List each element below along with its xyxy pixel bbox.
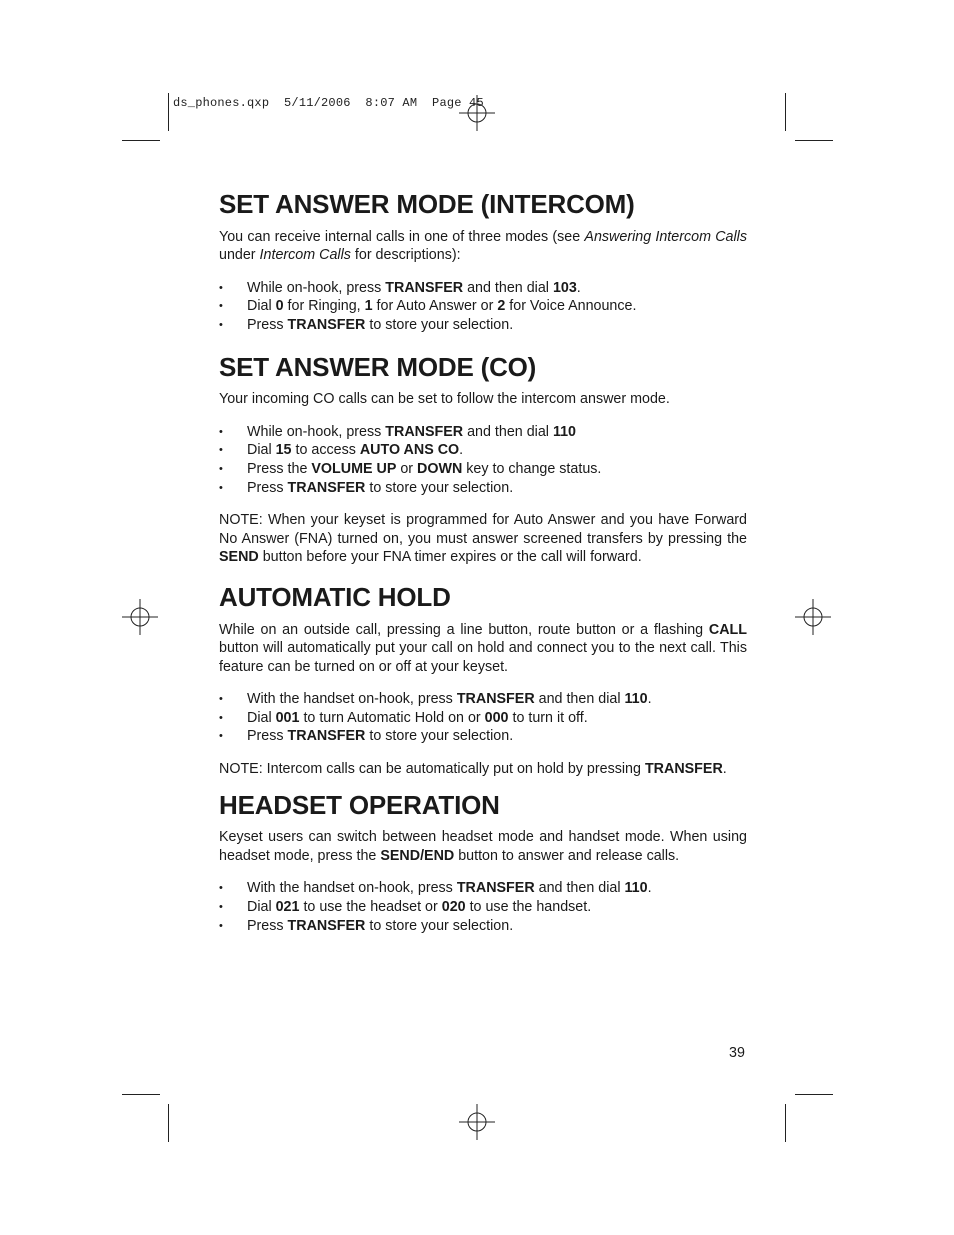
text-run: . (647, 691, 652, 708)
bullet-icon: • (219, 444, 223, 457)
page-content (219, 190, 747, 935)
bold-text: CALL (708, 621, 747, 638)
text-run: With the handset on-hook, press (247, 691, 457, 708)
text-run: key to change status. (462, 460, 602, 477)
list-item-text (247, 461, 601, 477)
list-item (219, 423, 747, 442)
text-run: and then dial (534, 691, 625, 708)
bullet-list (219, 879, 747, 935)
bold-text: SEND (219, 549, 259, 566)
text-run: Press (247, 479, 288, 496)
bold-text: 103 (552, 279, 577, 296)
bold-text: TRANSFER (287, 479, 366, 496)
list-item (219, 917, 747, 936)
bold-text: TRANSFER (287, 728, 366, 745)
bold-text: VOLUME UP (311, 460, 397, 477)
bold-text: AUTO ANS CO (359, 442, 460, 459)
list-item-text (247, 480, 513, 496)
text-run: Dial (247, 709, 276, 726)
section-intercom-answer-mode (219, 190, 747, 335)
list-item-text (247, 298, 636, 314)
list-item (219, 279, 747, 298)
registration-mark-bottom (459, 1104, 495, 1140)
text-run: . (647, 880, 652, 897)
note (219, 511, 747, 567)
text-run: and then dial (463, 423, 553, 440)
text-run: NOTE: Intercom calls can be automatically put on hold by pressing (219, 761, 645, 778)
text-run: for Auto Answer or (372, 298, 498, 315)
printer-slug: ds_phones.qxp 5/11/2006 8:07 AM Page 45 (173, 96, 484, 110)
bullet-icon: • (219, 693, 223, 706)
bullet-icon: • (219, 730, 223, 743)
text-run: for Voice Announce. (505, 298, 637, 315)
text-run: . (722, 761, 727, 778)
section-title: HEADSET OPERATION (219, 789, 500, 820)
bold-text: 0 (275, 298, 284, 315)
bold-text: DOWN (417, 460, 463, 477)
registration-mark-left (122, 599, 158, 635)
text-run: to store your selection. (365, 479, 514, 496)
list-item (219, 297, 747, 316)
text-run: to store your selection. (365, 728, 514, 745)
text-run: You can receive internal calls in one of three modes (see (219, 228, 585, 245)
text-run: . (459, 442, 464, 459)
section-title: SET ANSWER MODE (INTERCOM) (219, 189, 635, 219)
bullet-icon: • (219, 318, 223, 331)
text-run: Keyset users can switch between headset mode and handset mode. When using headset mode, press the (219, 829, 747, 864)
text-run: and then dial (534, 880, 625, 897)
bullet-list (219, 279, 747, 335)
bullet-list (219, 690, 747, 746)
list-item-text (247, 317, 513, 333)
text-run: Your incoming CO calls can be set to follow the intercom answer mode. (219, 391, 670, 408)
list-item (219, 709, 747, 728)
text-run: to turn it off. (508, 709, 588, 726)
list-item-text (247, 880, 652, 896)
section-intro (219, 621, 747, 677)
bullet-icon: • (219, 462, 223, 475)
bold-text: 110 (552, 423, 577, 440)
list-item-text (247, 710, 588, 726)
list-item (219, 690, 747, 709)
list-item-text (247, 424, 576, 440)
text-run: With the handset on-hook, press (247, 880, 457, 897)
bold-text: 1 (364, 298, 373, 315)
text-run: to store your selection. (365, 316, 514, 333)
text-run: While on-hook, press (247, 279, 386, 296)
list-item-text (247, 899, 591, 915)
list-item (219, 879, 747, 898)
section-title: AUTOMATIC HOLD (219, 581, 451, 612)
text-run: button before your FNA timer expires or the call will forward. (258, 549, 642, 566)
list-item (219, 898, 747, 917)
bold-text: TRANSFER (456, 691, 535, 708)
text-run: button will automatically put your call on hold and connect you to the next call. This feature can be turned on or off at your keyset. (219, 640, 747, 675)
bullet-icon: • (219, 281, 223, 294)
bold-text: 15 (275, 442, 292, 459)
text-run: for descriptions): (350, 247, 461, 264)
bullet-icon: • (219, 481, 223, 494)
bullet-icon: • (219, 882, 223, 895)
bullet-list (219, 423, 747, 497)
bullet-icon: • (219, 425, 223, 438)
text-run: and then dial (463, 279, 553, 296)
italic-text: Answering Intercom Calls (584, 228, 747, 245)
text-run: Dial (247, 899, 276, 916)
section-title: SET ANSWER MODE (CO) (219, 351, 537, 382)
bullet-icon: • (219, 711, 223, 724)
bold-text: TRANSFER (456, 880, 535, 897)
text-run: under (219, 247, 260, 264)
text-run: to store your selection. (365, 917, 514, 934)
list-item (219, 460, 747, 479)
page-number: 39 (729, 1045, 745, 1061)
bold-text: 110 (624, 691, 648, 708)
registration-mark-right (795, 599, 831, 635)
text-run: Press the (247, 460, 312, 477)
bold-text: TRANSFER (385, 279, 464, 296)
bold-text: TRANSFER (287, 917, 366, 934)
text-run: Press (247, 728, 288, 745)
bold-text: 000 (484, 709, 509, 726)
bold-text: 2 (497, 298, 506, 315)
bold-text: 020 (441, 899, 466, 916)
text-run: NOTE: When your keyset is programmed for Auto Answer and you have Forward No Answer (FNA) turned on, you must answer screened transfers by pressing the (219, 512, 747, 547)
bold-text: 021 (275, 899, 300, 916)
text-run: for Ringing, (283, 298, 365, 315)
bold-text: 001 (275, 709, 300, 726)
text-run: Dial (247, 298, 276, 315)
section-intro (219, 228, 747, 265)
list-item (219, 316, 747, 335)
bullet-icon: • (219, 901, 223, 914)
note (219, 760, 747, 779)
list-item (219, 727, 747, 746)
text-run: . (576, 279, 581, 296)
text-run: Dial (247, 442, 276, 459)
text-run: Press (247, 316, 288, 333)
text-run: to access (291, 442, 360, 459)
list-item-text (247, 691, 652, 707)
list-item-text (247, 442, 463, 458)
bullet-icon: • (219, 300, 223, 313)
bullet-icon: • (219, 919, 223, 932)
bold-text: TRANSFER (385, 423, 464, 440)
list-item-text (247, 728, 513, 744)
text-run: to turn Automatic Hold on or (299, 709, 485, 726)
text-run: or (396, 460, 418, 477)
section-headset-operation (219, 791, 747, 936)
text-run: to use the handset. (465, 899, 592, 916)
bold-text: TRANSFER (287, 316, 366, 333)
bold-text: SEND/END (380, 847, 455, 864)
bold-text: TRANSFER (644, 761, 723, 778)
list-item-text (247, 918, 513, 934)
text-run: to use the headset or (299, 899, 442, 916)
list-item-text (247, 280, 581, 296)
text-run: Press (247, 917, 288, 934)
list-item (219, 441, 747, 460)
registration-mark-top (459, 95, 495, 131)
text-run: While on-hook, press (247, 423, 386, 440)
bold-text: 110 (624, 880, 648, 897)
section-co-answer-mode (219, 353, 747, 567)
list-item (219, 479, 747, 498)
section-intro (219, 390, 747, 409)
section-intro (219, 828, 747, 865)
section-automatic-hold (219, 583, 747, 779)
text-run: While on an outside call, pressing a line button, route button or a flashing (219, 621, 709, 638)
text-run: button to answer and release calls. (454, 847, 680, 864)
italic-text: Intercom Calls (259, 247, 351, 264)
